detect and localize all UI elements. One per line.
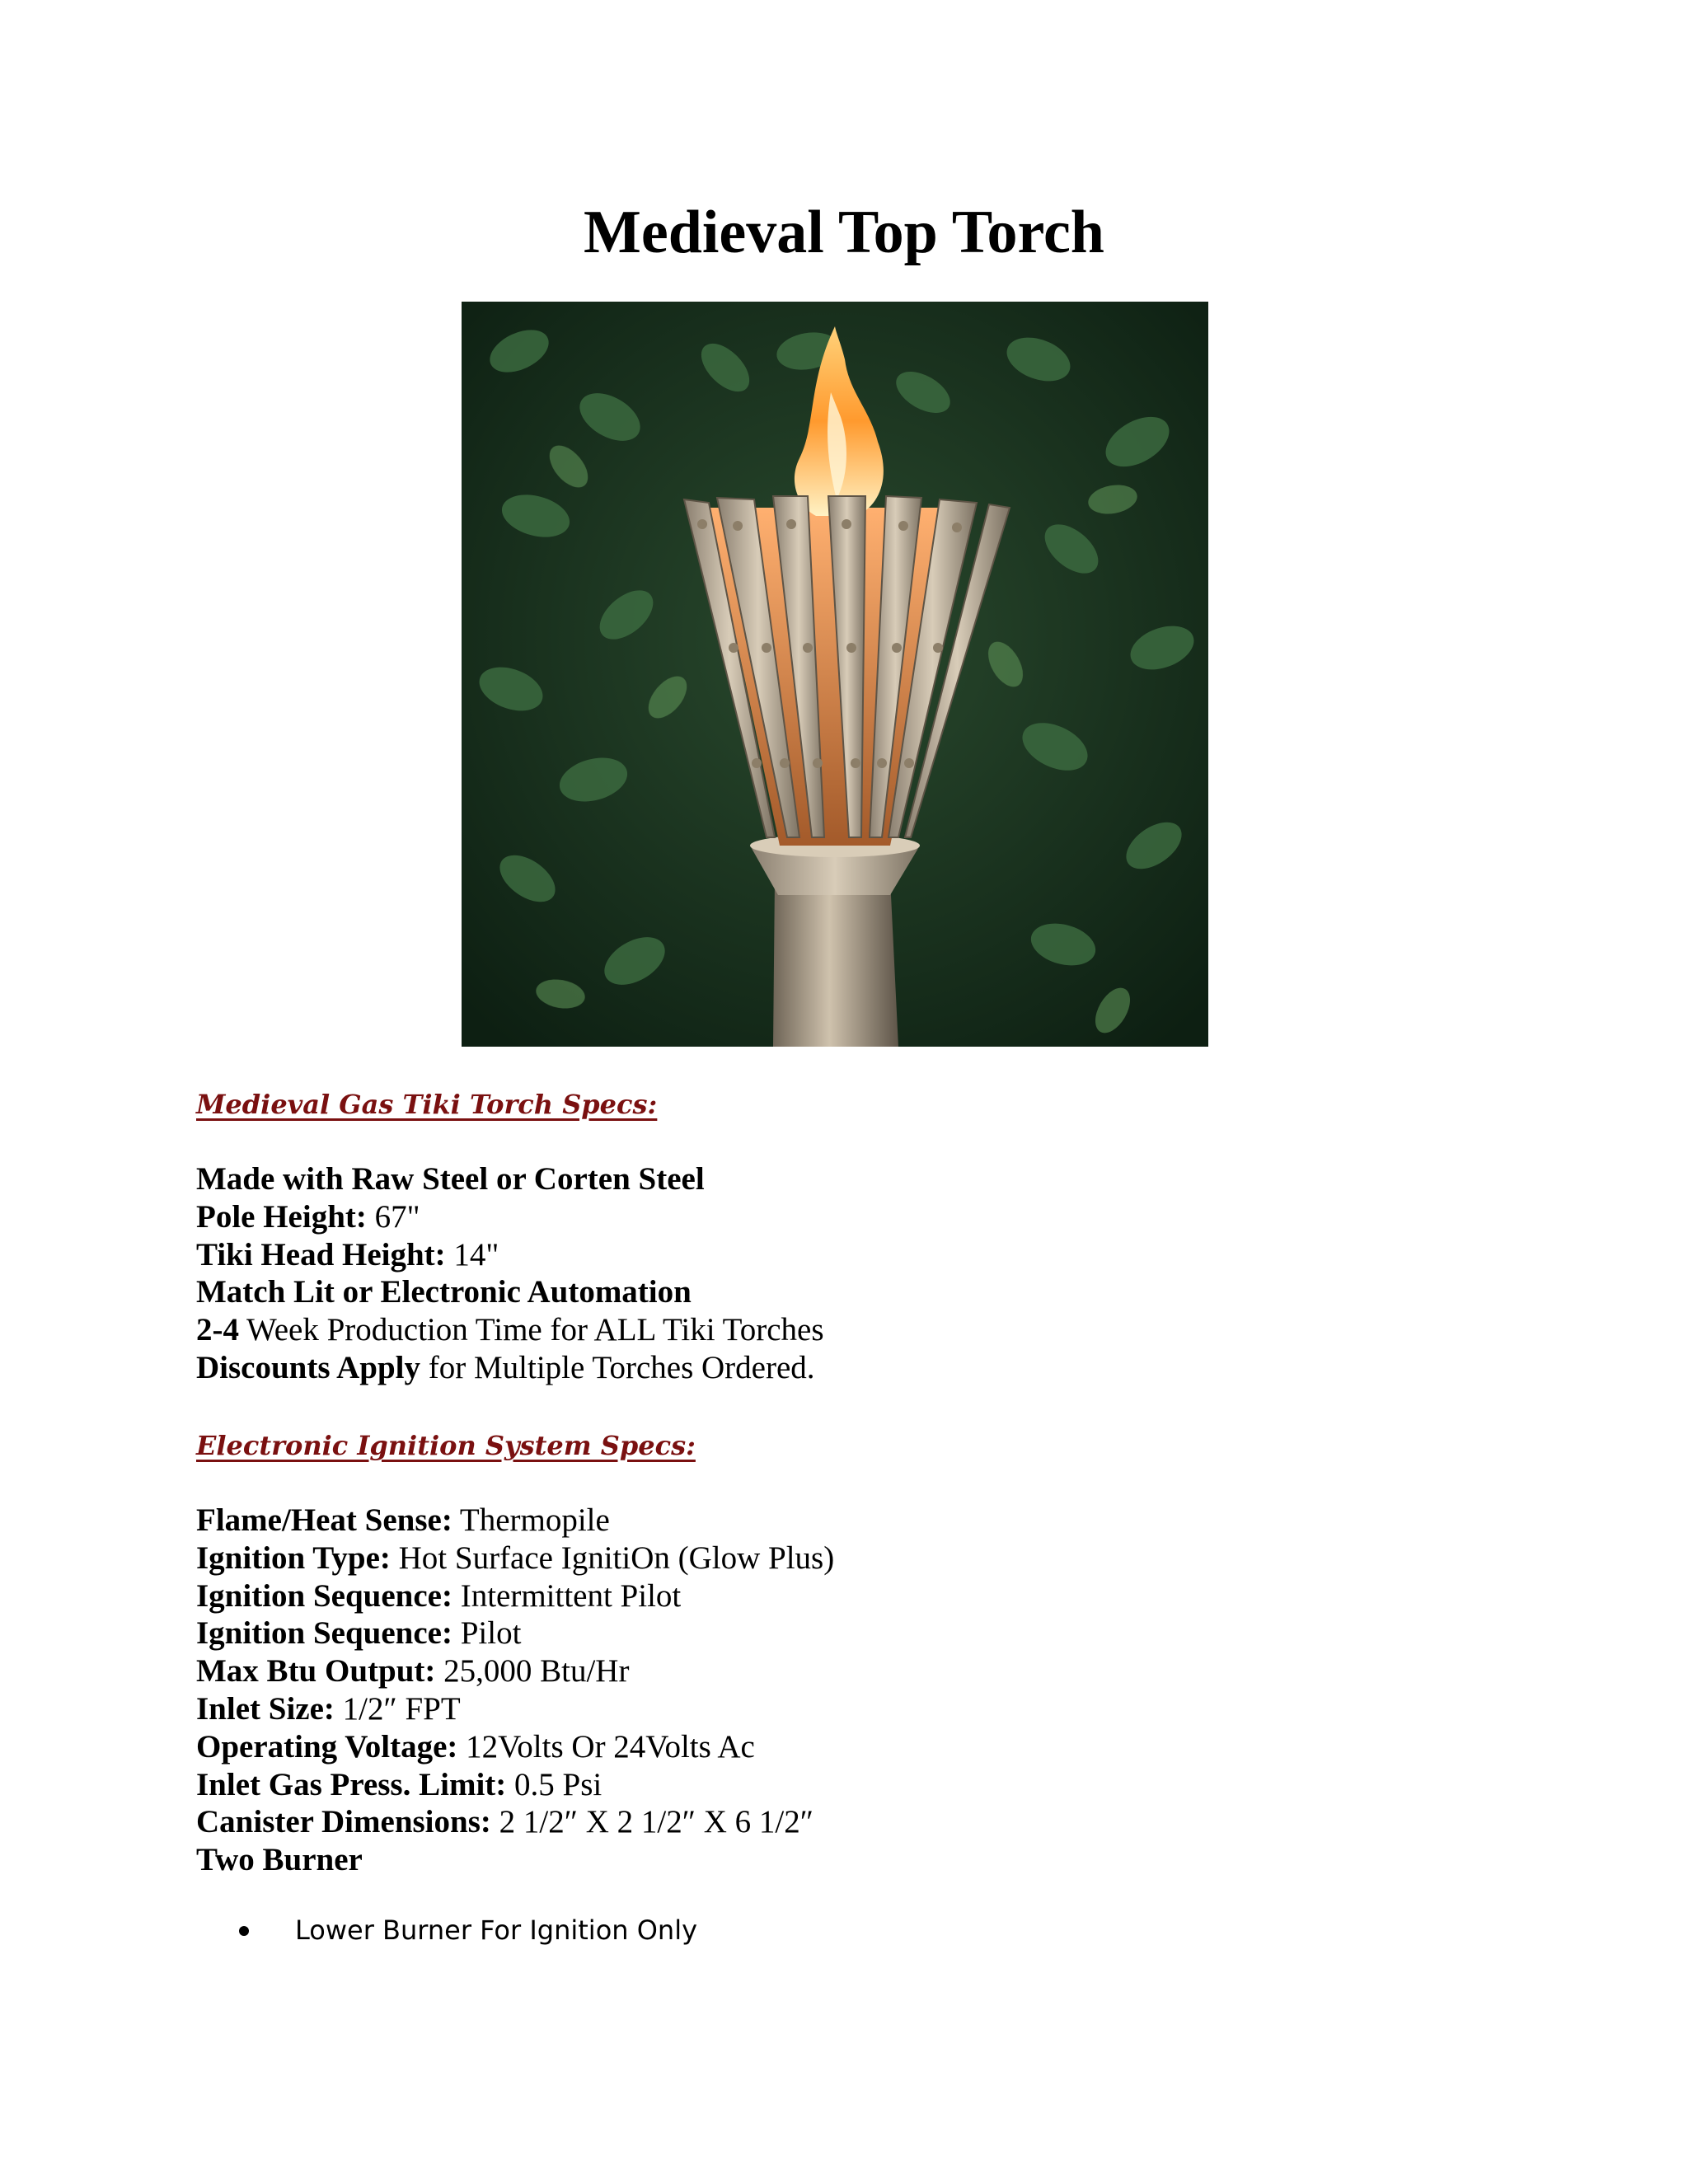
torch-specs-list <box>196 1160 824 1387</box>
bullet-icon <box>239 1926 249 1936</box>
torch-photo <box>462 302 1208 1047</box>
spec-line: Two Burner <box>196 1842 363 1878</box>
spec-line: Canister Dimensions: 2 1/2″ X 2 1/2″ X 6 1/2″ <box>196 1804 814 1840</box>
spec-line: Ignition Type: Hot Surface IgnitiOn (Glow Plus) <box>196 1540 835 1576</box>
bullet-item: Lower Burner For Ignition Only <box>239 1910 697 1950</box>
page-title: Medieval Top Torch <box>584 199 1104 266</box>
spec-line: Inlet Size: 1/2″ FPT <box>196 1690 461 1727</box>
spec-line: Max Btu Output: 25,000 Btu/Hr <box>196 1653 630 1690</box>
spec-line: Ignition Sequence: Pilot <box>196 1615 522 1652</box>
bullet-list <box>239 1910 697 1950</box>
ignition-specs-list <box>196 1502 834 1879</box>
spec-line: Ignition Sequence: Intermittent Pilot <box>196 1577 682 1614</box>
spec-line: Made with Raw Steel or Corten Steel <box>196 1161 705 1197</box>
spec-line: Pole Height: 67" <box>196 1198 420 1235</box>
spec-line: Discounts Apply for Multiple Torches Ordered. <box>196 1349 815 1385</box>
torch-specs-heading: Medieval Gas Tiki Torch Specs: <box>196 1089 658 1120</box>
spec-line: Flame/Heat Sense: Thermopile <box>196 1502 610 1538</box>
spec-line: Inlet Gas Press. Limit: 0.5 Psi <box>196 1766 603 1802</box>
spec-line: Tiki Head Height: 14" <box>196 1236 499 1272</box>
spec-line: Match Lit or Electronic Automation <box>196 1274 692 1310</box>
ignition-specs-heading: Electronic Ignition System Specs: <box>196 1430 696 1461</box>
spec-line: Operating Voltage: 12Volts Or 24Volts Ac <box>196 1728 755 1765</box>
spec-line: 2-4 Week Production Time for ALL Tiki Torches <box>196 1312 824 1348</box>
